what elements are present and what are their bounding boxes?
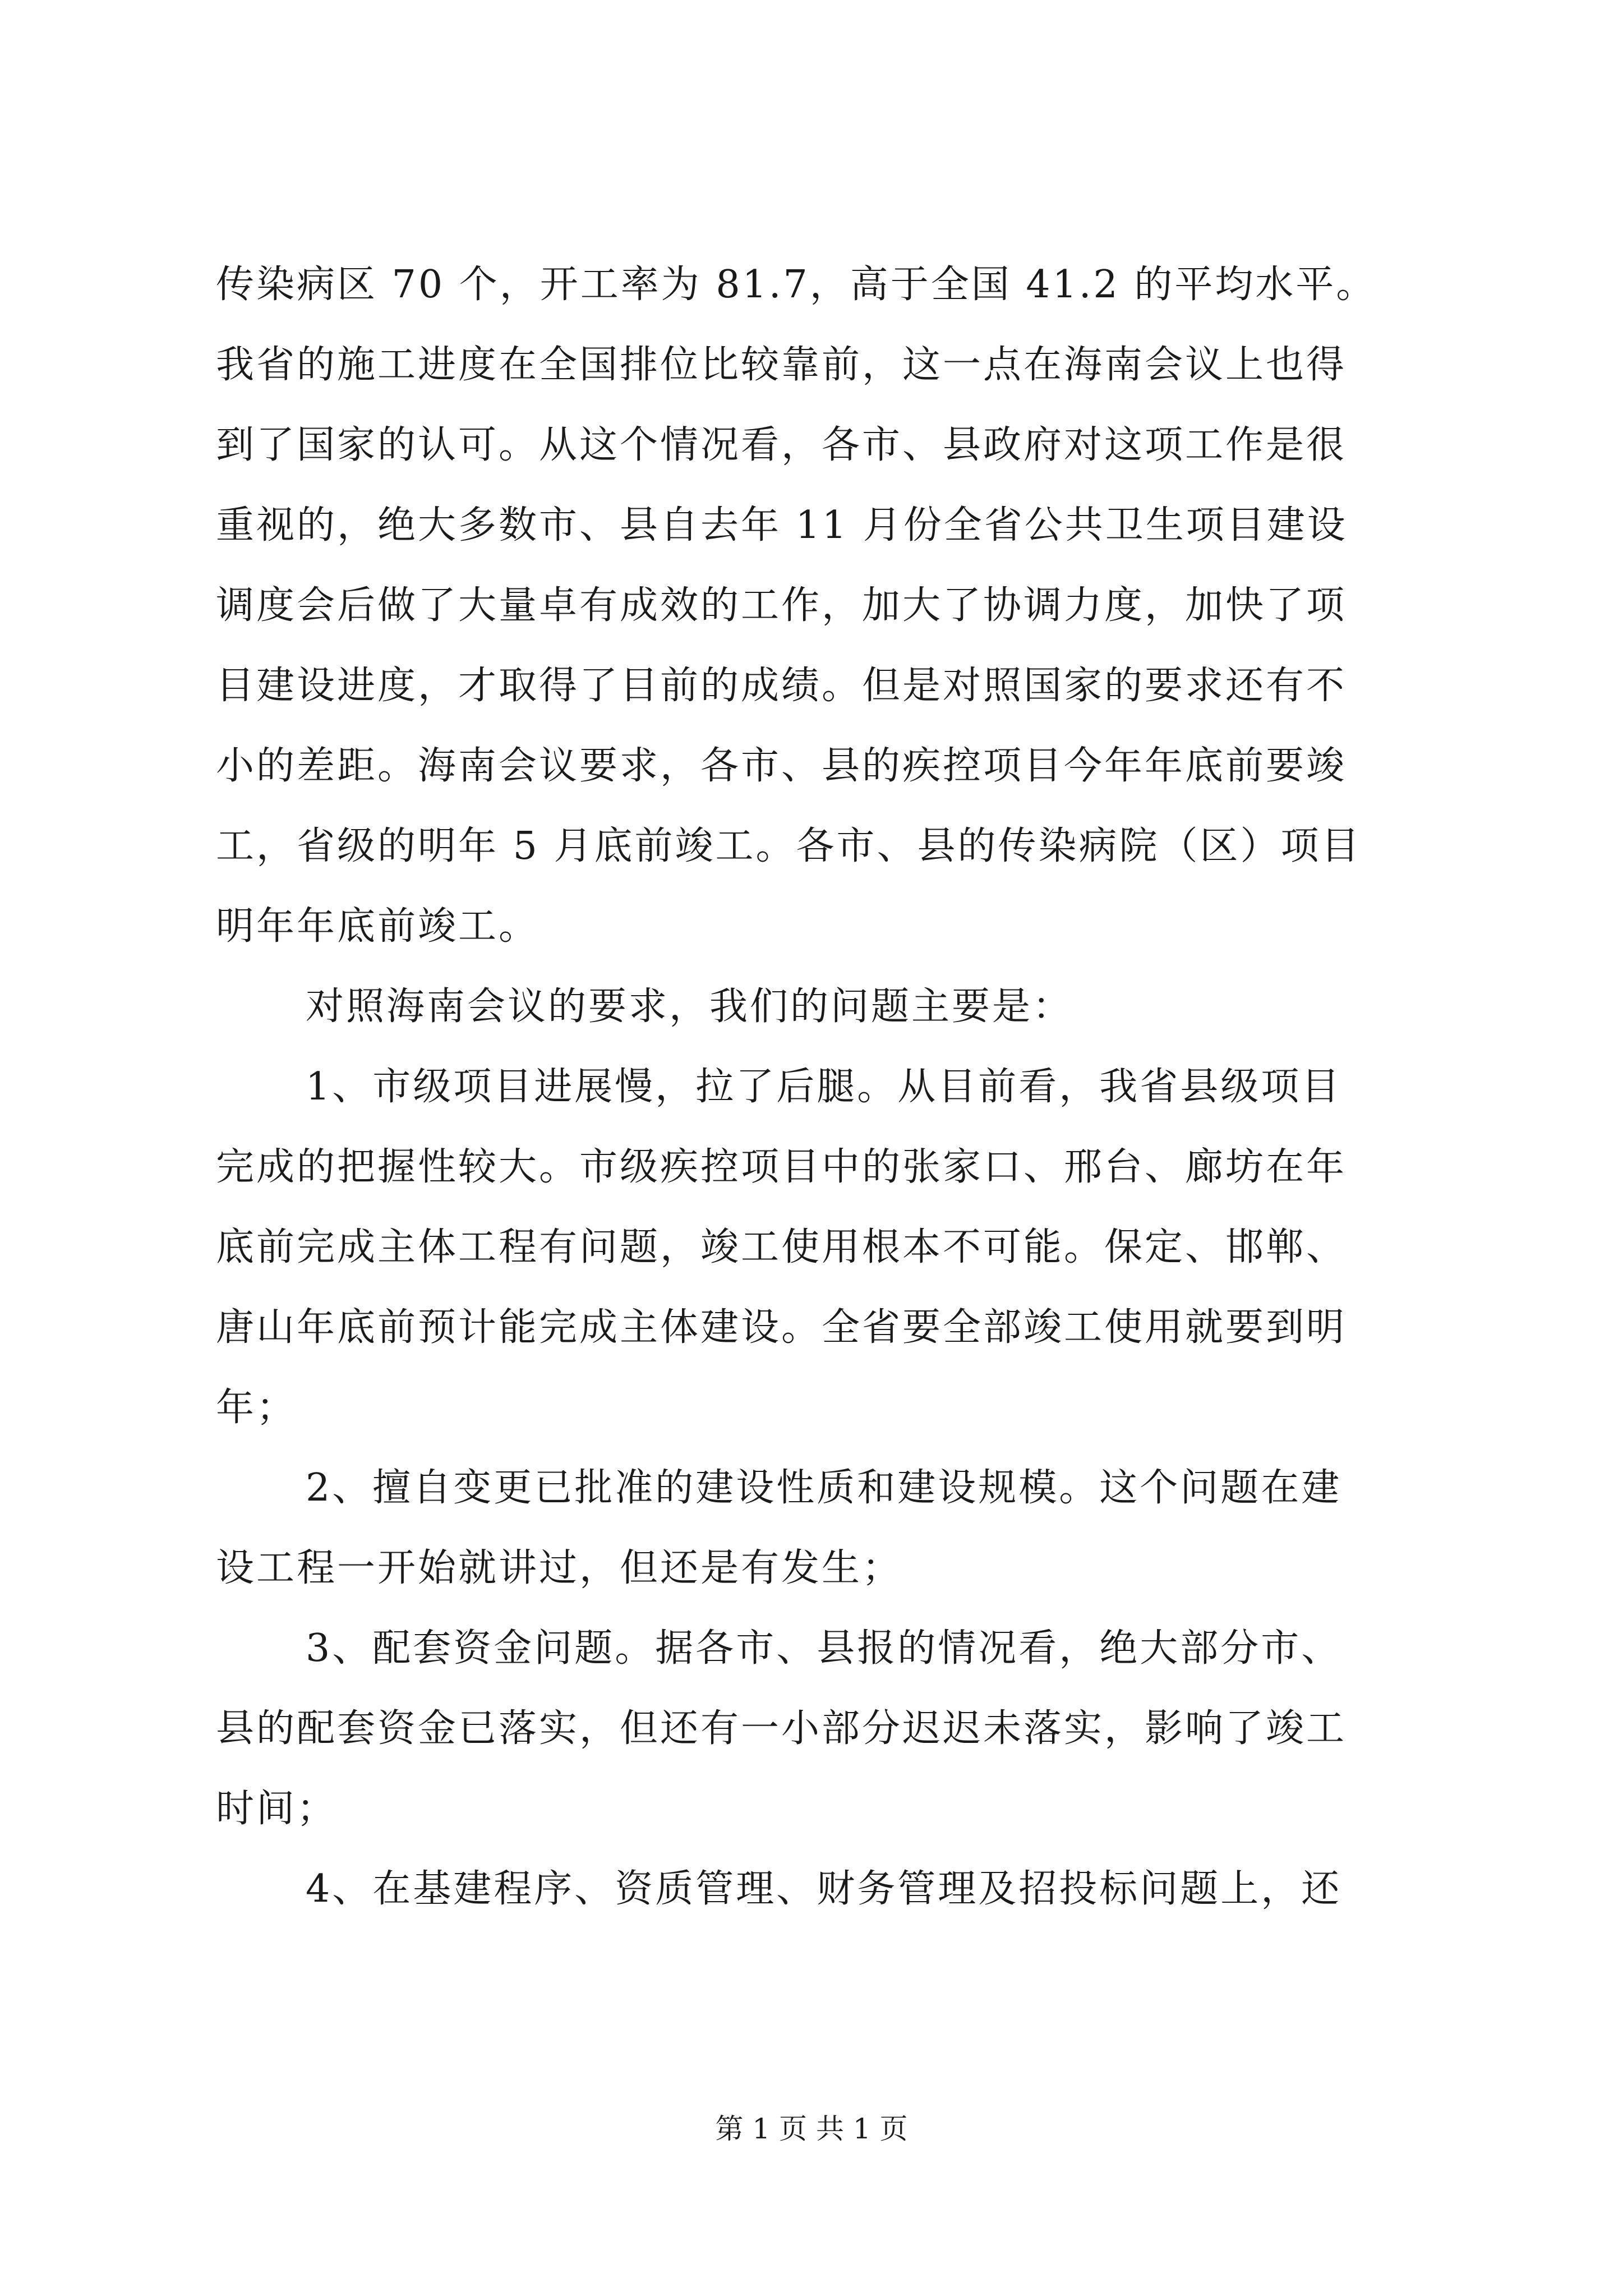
text-line: 调度会后做了大量卓有成效的工作，加大了协调力度，加快了项 bbox=[216, 583, 1347, 628]
text-line: 工，省级的明年 5 月底前竣工。各市、县的传染病院（区）项目 bbox=[216, 824, 1362, 868]
paragraph-start-line: 1、市级项目进展慢，拉了后腿。从目前看，我省县级项目 bbox=[306, 1065, 1342, 1109]
text-line: 明年年底前竣工。 bbox=[216, 904, 540, 949]
paragraph-start-line: 3、配套资金问题。据各市、县报的情况看，绝大部分市、 bbox=[306, 1626, 1342, 1671]
text-line: 完成的把握性较大。市级疾控项目中的张家口、邢台、廊坊在年 bbox=[216, 1145, 1347, 1189]
text-line: 时间； bbox=[216, 1787, 338, 1831]
text-line: 目建设进度，才取得了目前的成绩。但是对照国家的要求还有不 bbox=[216, 664, 1347, 708]
text-line: 设工程一开始就讲过，但还是有发生； bbox=[216, 1546, 903, 1590]
page-number-footer: 第 1 页 共 1 页 bbox=[715, 2113, 908, 2145]
text-line: 到了国家的认可。从这个情况看，各市、县政府对这项工作是很 bbox=[216, 423, 1347, 467]
text-line: 县的配套资金已落实，但还有一小部分迟迟未落实，影响了竣工 bbox=[216, 1706, 1347, 1751]
paragraph-start-line: 4、在基建程序、资质管理、财务管理及招投标问题上，还 bbox=[306, 1867, 1342, 1911]
text-line: 传染病区 70 个，开工率为 81.7，高于全国 41.2 的平均水平。 bbox=[216, 263, 1377, 307]
text-line: 年； bbox=[216, 1386, 297, 1430]
text-line: 唐山年底前预计能完成主体建设。全省要全部竣工使用就要到明 bbox=[216, 1305, 1347, 1350]
text-line: 底前完成主体工程有问题，竣工使用根本不可能。保定、邯郸、 bbox=[216, 1225, 1347, 1269]
text-line: 小的差距。海南会议要求，各市、县的疾控项目今年年底前要竣 bbox=[216, 744, 1347, 788]
paragraph-start-line: 对照海南会议的要求，我们的问题主要是： bbox=[306, 984, 1073, 1029]
paragraph-start-line: 2、擅自变更已批准的建设性质和建设规模。这个问题在建 bbox=[306, 1466, 1342, 1510]
text-line: 重视的，绝大多数市、县自去年 11 月份全省公共卫生项目建设 bbox=[216, 503, 1348, 547]
document-body bbox=[216, 245, 1422, 1929]
text-line: 我省的施工进度在全国排位比较靠前，这一点在海南会议上也得 bbox=[216, 343, 1347, 387]
